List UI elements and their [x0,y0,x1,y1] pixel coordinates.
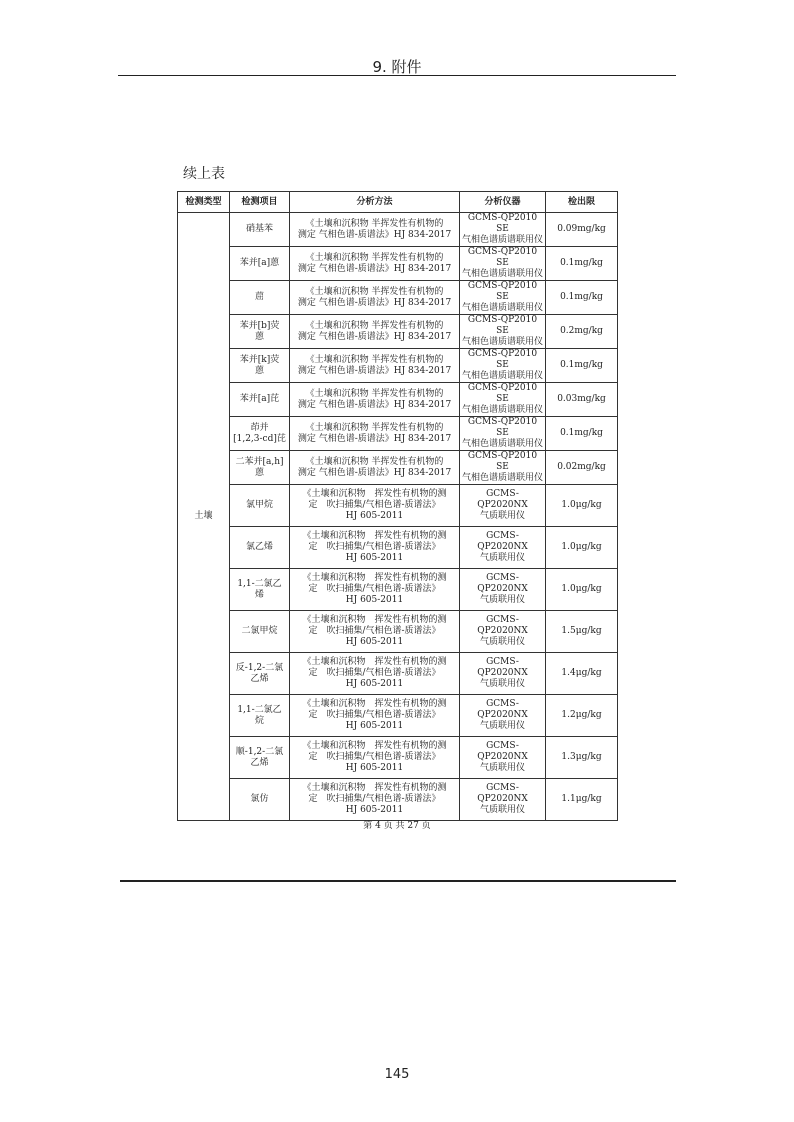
cell-method-line: 定 吹扫捕集/气相色谱-质谱法》 [308,584,441,594]
cell-method-line: 测定 气相色谱-质谱法》HJ 834-2017 [297,229,452,240]
cell-instrument [460,653,546,695]
cell-method-line: 定 吹扫捕集/气相色谱-质谱法》 [308,626,441,636]
cell-method-line: HJ 605-2011 [345,721,404,731]
cell-instrument-line: GCMS-QP2010 SE [467,213,538,234]
cell-instrument [460,315,546,349]
cell-method [290,383,460,417]
cell-instrument-line: GCMS-QP2020NX [477,489,528,510]
cell-instrument-line: 气相色谱质谱联用仪 [462,269,544,279]
cell-method [290,315,460,349]
cell-instrument-line: GCMS-QP2020NX [477,657,528,678]
cell-instrument [460,737,546,779]
cell-method-line: 定 吹扫捕集/气相色谱-质谱法》 [308,794,441,804]
cell-instrument [460,527,546,569]
table-row [178,315,618,349]
cell-method [290,569,460,611]
cell-item: 苯并[a]芘 [230,383,290,417]
cell-instrument-line: 气质联用仪 [479,805,525,815]
cell-method [290,213,460,247]
table-row [178,213,618,247]
cell-method-line: 测定 气相色谱-质谱法》HJ 834-2017 [297,263,452,274]
cell-method-line: 《土壤和沉积物 挥发性有机物的测 [302,741,447,751]
detection-table [177,191,618,821]
col-header-method: 分析方法 [290,192,460,213]
cell-instrument-line: GCMS-QP2010 SE [467,349,538,370]
cell-item: 氯乙烯 [230,527,290,569]
table-row [178,653,618,695]
cell-limit: 0.02mg/kg [546,451,618,485]
cell-instrument-line: GCMS-QP2010 SE [467,281,538,302]
cell-method [290,417,460,451]
cell-instrument-line: GCMS-QP2010 SE [467,417,538,438]
cell-instrument [460,451,546,485]
cell-item: 苯并[a]蒽 [230,247,290,281]
cell-instrument-line: GCMS-QP2010 SE [467,247,538,268]
cell-method-line: 定 吹扫捕集/气相色谱-质谱法》 [308,500,441,510]
cell-limit: 1.0μg/kg [546,527,618,569]
cell-limit: 1.0μg/kg [546,569,618,611]
cell-instrument [460,779,546,821]
cell-instrument-line: 气质联用仪 [479,511,525,521]
cell-method-line: 测定 气相色谱-质谱法》HJ 834-2017 [297,331,452,342]
cell-method-line: 《土壤和沉积物 挥发性有机物的测 [302,657,447,667]
cell-method-line: 《土壤和沉积物 半挥发性有机物的 [305,218,444,229]
cell-method-line: HJ 605-2011 [345,553,404,563]
cell-item: 顺-1,2-二氯 乙烯 [230,737,290,779]
cell-instrument-line: 气相色谱质谱联用仪 [462,439,544,449]
cell-method-line: 测定 气相色谱-质谱法》HJ 834-2017 [297,399,452,410]
cell-instrument-line: 气质联用仪 [479,721,525,731]
cell-method-line: HJ 605-2011 [345,511,404,521]
cell-item: 1,1-二氯乙 烷 [230,695,290,737]
table-caption: 续上表 [183,166,225,182]
table-header-row [178,192,618,213]
cell-item: 䓛 [230,281,290,315]
table-body [178,213,618,821]
cell-item: 茚并 [1,2,3-cd]芘 [230,417,290,451]
cell-instrument [460,695,546,737]
cell-method-line: 定 吹扫捕集/气相色谱-质谱法》 [308,710,441,720]
cell-limit: 0.1mg/kg [546,349,618,383]
cell-instrument [460,485,546,527]
table-row [178,383,618,417]
cell-instrument [460,247,546,281]
cell-instrument [460,611,546,653]
table-row [178,349,618,383]
table-row [178,527,618,569]
cell-instrument [460,349,546,383]
cell-item: 反-1,2-二氯 乙烯 [230,653,290,695]
cell-method-line: 《土壤和沉积物 挥发性有机物的测 [302,531,447,541]
cell-method-line: HJ 605-2011 [345,595,404,605]
footer-rule [120,880,676,882]
table-row [178,695,618,737]
cell-item: 苯并[k]荧 蒽 [230,349,290,383]
table-row [178,611,618,653]
cell-method-line: 《土壤和沉积物 挥发性有机物的测 [302,573,447,583]
cell-instrument [460,281,546,315]
cell-method [290,485,460,527]
cell-instrument-line: GCMS-QP2020NX [477,699,528,720]
table-row [178,417,618,451]
cell-method [290,281,460,315]
cell-limit: 0.2mg/kg [546,315,618,349]
cell-instrument [460,569,546,611]
table-row [178,485,618,527]
cell-method-line: 《土壤和沉积物 半挥发性有机物的 [305,354,444,365]
cell-item: 氯甲烷 [230,485,290,527]
cell-method-line: 《土壤和沉积物 挥发性有机物的测 [302,699,447,709]
col-header-limit: 检出限 [546,192,618,213]
col-header-instrument: 分析仪器 [460,192,546,213]
page-number: 145 [384,1067,410,1082]
cell-method-line: 《土壤和沉积物 半挥发性有机物的 [305,456,444,467]
cell-item: 二氯甲烷 [230,611,290,653]
cell-method-line: 测定 气相色谱-质谱法》HJ 834-2017 [297,433,452,444]
cell-limit: 1.0μg/kg [546,485,618,527]
cell-method [290,611,460,653]
cell-method [290,779,460,821]
cell-method-line: 《土壤和沉积物 挥发性有机物的测 [302,489,447,499]
cell-method-line: 测定 气相色谱-质谱法》HJ 834-2017 [297,365,452,376]
cell-method-line: 定 吹扫捕集/气相色谱-质谱法》 [308,542,441,552]
cell-instrument-line: GCMS-QP2020NX [477,573,528,594]
table-row [178,737,618,779]
cell-item: 苯并[b]荧 蒽 [230,315,290,349]
cell-method-line: HJ 605-2011 [345,679,404,689]
cell-method [290,737,460,779]
cell-instrument-line: 气相色谱质谱联用仪 [462,235,544,245]
cell-method-line: HJ 605-2011 [345,805,404,815]
cell-instrument-line: 气相色谱质谱联用仪 [462,473,544,483]
cell-instrument-line: GCMS-QP2010 SE [467,315,538,336]
cell-limit: 0.1mg/kg [546,417,618,451]
cell-method-line: 《土壤和沉积物 挥发性有机物的测 [302,783,447,793]
table-row [178,281,618,315]
cell-method-line: 《土壤和沉积物 半挥发性有机物的 [305,286,444,297]
cell-limit: 1.3μg/kg [546,737,618,779]
cell-method [290,451,460,485]
cell-limit: 1.1μg/kg [546,779,618,821]
cell-instrument-line: 气质联用仪 [479,595,525,605]
table-row [178,451,618,485]
table-row [178,779,618,821]
col-header-type: 检测类型 [178,192,230,213]
cell-limit: 1.2μg/kg [546,695,618,737]
cell-limit: 1.5μg/kg [546,611,618,653]
cell-instrument-line: 气相色谱质谱联用仪 [462,405,544,415]
cell-method-line: 《土壤和沉积物 半挥发性有机物的 [305,388,444,399]
page-header-title: 9. 附件 [372,58,422,76]
cell-item: 1,1-二氯乙 烯 [230,569,290,611]
cell-method-line: 《土壤和沉积物 半挥发性有机物的 [305,320,444,331]
cell-instrument [460,417,546,451]
cell-method-line: 定 吹扫捕集/气相色谱-质谱法》 [308,752,441,762]
cell-limit: 0.09mg/kg [546,213,618,247]
header-rule [118,75,676,76]
cell-type: 土壤 [178,213,230,821]
cell-instrument-line: 气相色谱质谱联用仪 [462,371,544,381]
table-row [178,247,618,281]
cell-instrument-line: GCMS-QP2020NX [477,615,528,636]
cell-method-line: 《土壤和沉积物 半挥发性有机物的 [305,422,444,433]
cell-method [290,527,460,569]
cell-instrument-line: 气质联用仪 [479,553,525,563]
cell-instrument-line: GCMS-QP2010 SE [467,451,538,472]
col-header-item: 检测项目 [230,192,290,213]
cell-method-line: 测定 气相色谱-质谱法》HJ 834-2017 [297,297,452,308]
page-info: 第 4 页 共 27 页 [363,821,431,831]
cell-method-line: 《土壤和沉积物 半挥发性有机物的 [305,252,444,263]
cell-method [290,695,460,737]
cell-method-line: 《土壤和沉积物 挥发性有机物的测 [302,615,447,625]
table-row [178,569,618,611]
cell-instrument-line: 气相色谱质谱联用仪 [462,337,544,347]
cell-instrument [460,383,546,417]
cell-method-line: HJ 605-2011 [345,637,404,647]
cell-method-line: HJ 605-2011 [345,763,404,773]
cell-method [290,653,460,695]
cell-instrument-line: 气相色谱质谱联用仪 [462,303,544,313]
cell-instrument-line: 气质联用仪 [479,679,525,689]
cell-item: 氯仿 [230,779,290,821]
cell-item: 硝基苯 [230,213,290,247]
cell-instrument-line: GCMS-QP2020NX [477,783,528,804]
cell-method [290,349,460,383]
cell-limit: 0.1mg/kg [546,281,618,315]
cell-instrument-line: 气质联用仪 [479,763,525,773]
cell-limit: 1.4μg/kg [546,653,618,695]
cell-instrument-line: GCMS-QP2010 SE [467,383,538,404]
cell-instrument [460,213,546,247]
cell-item: 二苯并[a,h] 蒽 [230,451,290,485]
cell-instrument-line: GCMS-QP2020NX [477,531,528,552]
cell-method-line: 测定 气相色谱-质谱法》HJ 834-2017 [297,467,452,478]
cell-limit: 0.03mg/kg [546,383,618,417]
cell-method-line: 定 吹扫捕集/气相色谱-质谱法》 [308,668,441,678]
cell-limit: 0.1mg/kg [546,247,618,281]
cell-instrument-line: 气质联用仪 [479,637,525,647]
cell-method [290,247,460,281]
cell-instrument-line: GCMS-QP2020NX [477,741,528,762]
